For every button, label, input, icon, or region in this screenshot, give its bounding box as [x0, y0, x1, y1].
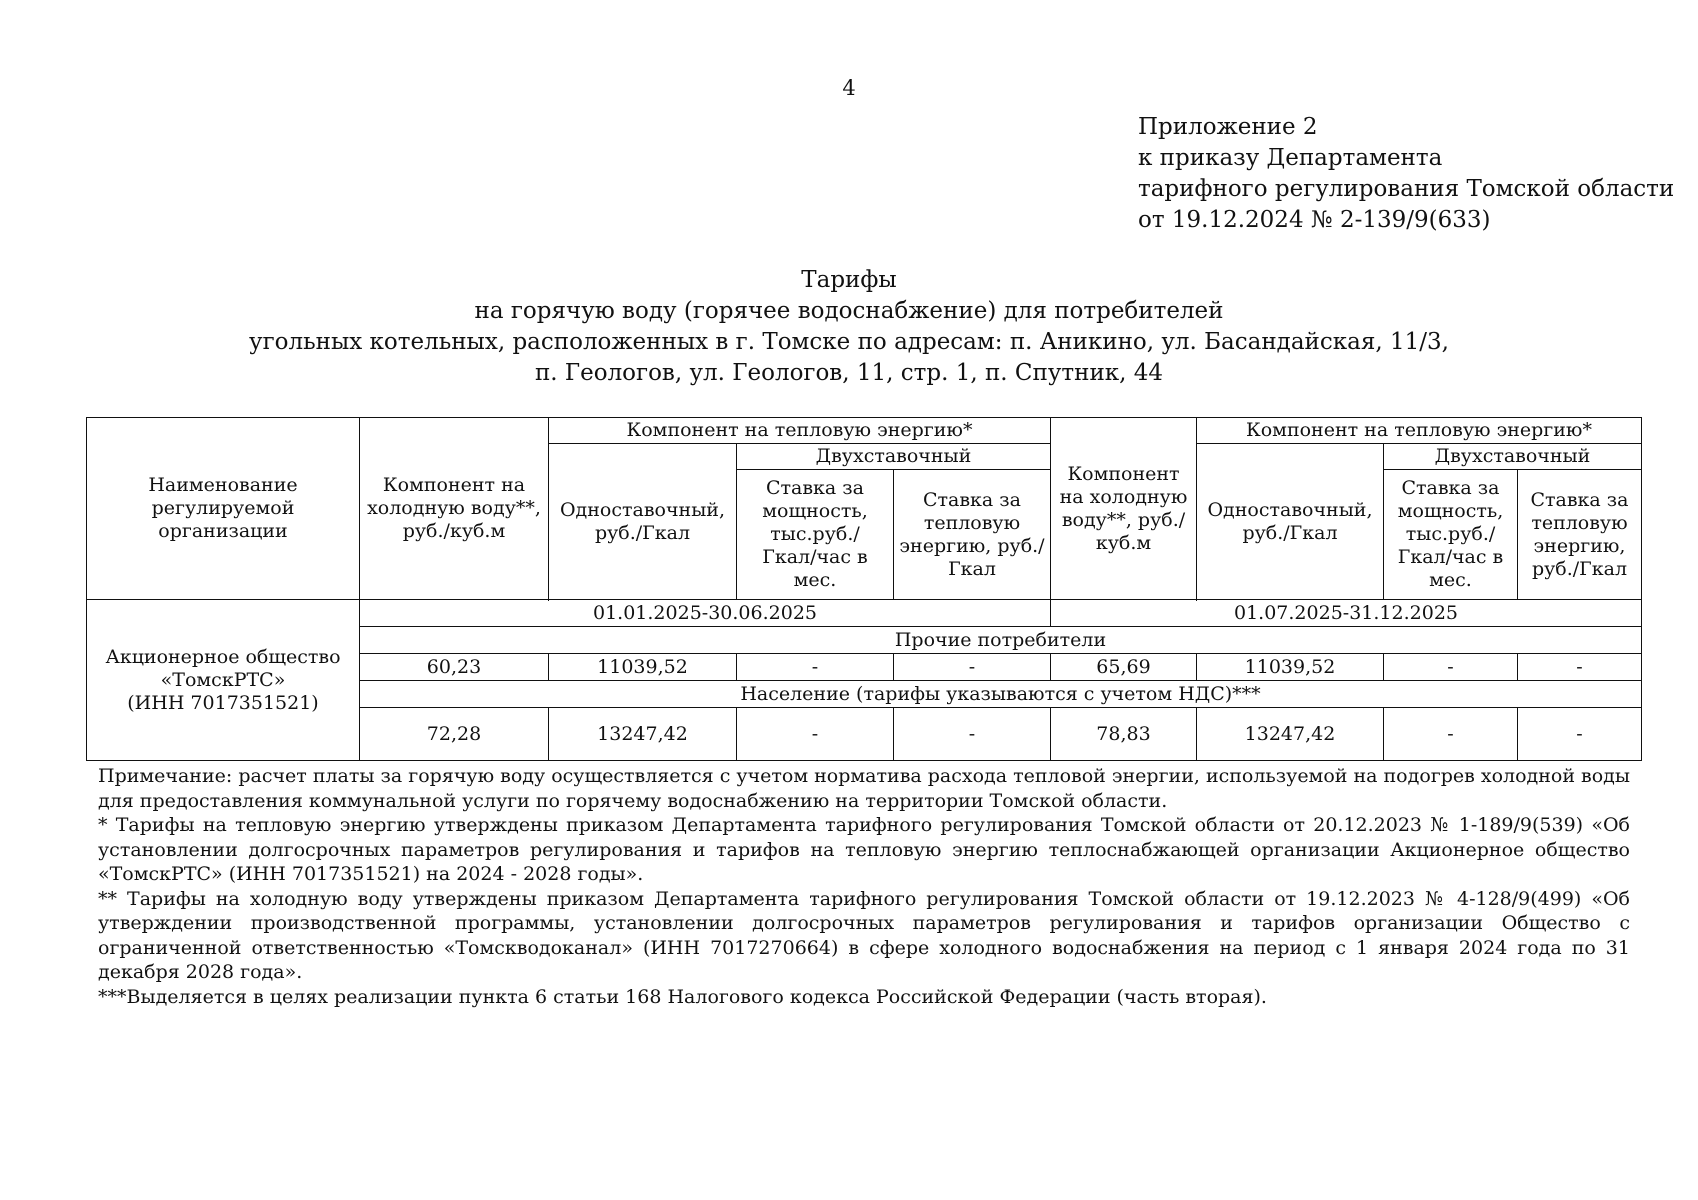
- title-line: Тарифы: [801, 267, 897, 293]
- header-energy-rate-h1: Ставка за тепловую энергию, руб./Гкал: [894, 470, 1051, 600]
- value-cell: 11039,52: [1197, 654, 1384, 681]
- organization-cell: [87, 600, 360, 761]
- header-two-rate-h1: Двухставочный: [737, 444, 1051, 470]
- value-cell: -: [737, 654, 894, 681]
- period-h1: 01.01.2025-30.06.2025: [360, 600, 1051, 627]
- note-footnote-1: * Тарифы на тепловую энергию утверждены приказом Департамента тарифного регулирования Томской области от 20.12.2023 № 1-189/9(539) «Об установлении долгосрочных параметров регулирования и тарифов на тепловую энергию теплоснабжающей организации Акционерное общество «ТомскРТС» (ИНН 7017351521) на 2024 - 2028 годы».: [98, 814, 1630, 885]
- value-cell: -: [1518, 654, 1642, 681]
- appendix-line: Приложение 2: [1138, 114, 1318, 140]
- header-capacity-rate-h2: Ставка за мощность, тыс.руб./ Гкал/час в мес.: [1384, 470, 1518, 600]
- note-footnote-3: ***Выделяется в целях реализации пункта 6 статьи 168 Налогового кодекса Российской Федерации (часть вторая).: [98, 985, 1267, 1008]
- value-cell: -: [894, 654, 1051, 681]
- value-cell: -: [1384, 654, 1518, 681]
- note-main: Примечание: расчет платы за горячую воду осуществляется с учетом норматива расхода тепловой энергии, используемой на подогрев холодной воды для предоставления коммунальной услуги по горячему водоснабжению на территории Томской области.: [98, 765, 1630, 812]
- group-label-population: Население (тарифы указываются с учетом НДС)***: [360, 681, 1642, 708]
- title-line: на горячую воду (горячее водоснабжение) для потребителей: [474, 298, 1224, 324]
- value-cell: -: [894, 708, 1051, 761]
- value-cell: 13247,42: [549, 708, 737, 761]
- value-cell: -: [1384, 708, 1518, 761]
- header-capacity-rate-h1: Ставка за мощность, тыс.руб./ Гкал/час в мес.: [737, 470, 894, 600]
- header-cold-water-h1: Компонент на холодную воду**, руб./куб.м: [360, 418, 549, 600]
- group-label-other: Прочие потребители: [360, 627, 1642, 654]
- period-h2: 01.07.2025-31.12.2025: [1051, 600, 1642, 627]
- value-cell: 11039,52: [549, 654, 737, 681]
- document-title: [0, 265, 1698, 389]
- note-footnote-2: ** Тарифы на холодную воду утверждены приказом Департамента тарифного регулирования Томской области от 19.12.2023 № 4-128/9(499) «Об утверждении производственной программы, установлении долгосрочных параметров регулирования и тарифов организации Общество с ограниченной ответственностью «Томскводоканал» (ИНН 7017270664) в сфере холодного водоснабжения на период с 1 января 2024 года по 31 декабря 2028 года».: [98, 887, 1630, 983]
- value-cell: 78,83: [1051, 708, 1197, 761]
- appendix-line: к приказу Департамента: [1138, 145, 1443, 171]
- org-line: «ТомскРТС»: [160, 668, 286, 691]
- page-number: 4: [842, 76, 856, 100]
- header-heat-component-h1: Компонент на тепловую энергию*: [549, 418, 1051, 444]
- appendix-block: [1138, 112, 1674, 236]
- header-single-rate-h1: Одноставочный, руб./Гкал: [549, 444, 737, 600]
- value-cell: -: [737, 708, 894, 761]
- value-cell: 13247,42: [1197, 708, 1384, 761]
- header-org-name: Наименование регулируемой организации: [87, 418, 360, 600]
- header-cold-water-h2: Компонент на холодную воду**, руб./куб.м: [1051, 418, 1197, 600]
- value-cell: 60,23: [360, 654, 549, 681]
- org-line: Акционерное общество: [105, 645, 341, 668]
- appendix-line: от 19.12.2024 № 2-139/9(633): [1138, 207, 1491, 233]
- title-line: п. Геологов, ул. Геологов, 11, стр. 1, п. Спутник, 44: [534, 360, 1164, 386]
- title-line: угольных котельных, расположенных в г. Томске по адресам: п. Аникино, ул. Басандайская, 11/3,: [249, 329, 1449, 355]
- header-heat-component-h2: Компонент на тепловую энергию*: [1197, 418, 1642, 444]
- value-cell: -: [1518, 708, 1642, 761]
- org-line: (ИНН 7017351521): [127, 691, 319, 714]
- header-energy-rate-h2: Ставка за тепловую энергию, руб./Гкал: [1518, 470, 1642, 600]
- value-cell: 72,28: [360, 708, 549, 761]
- value-cell: 65,69: [1051, 654, 1197, 681]
- header-two-rate-h2: Двухставочный: [1384, 444, 1642, 470]
- notes-block: [98, 764, 1630, 1009]
- header-single-rate-h2: Одноставочный, руб./Гкал: [1197, 444, 1384, 600]
- tariff-table: [86, 417, 1642, 761]
- appendix-line: тарифного регулирования Томской области: [1138, 176, 1675, 202]
